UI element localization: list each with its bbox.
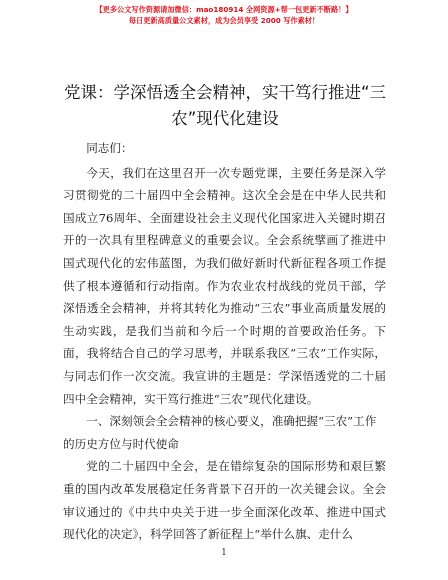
banner-line-1: 【更多公文写作资源请加微信：mao180914 全网资源+帮一包更新不断路！】: [95, 5, 353, 14]
body-paragraph: 今天，我们在这里召开一次专题党课，主要任务是深入学习贯彻党的二十届四中全会精神。这次全会是在中华人民共和国成立76周年、全面建设社会主义现代化国家进入关键时期召开的一次具有里程碑意义的重要会议。全会系统擘画了推进中国式现代化的宏伟蓝图，为我们做好新时代新征程各项工作提供了根本遵循和行动指南。作为农业农村战线的党员干部，学深悟透全会精神，并将其转化为推动“三农”事业高质量发展的生动实践，是我们当前和今后一个时期的首要政治任务。下面，我将结合自己的学习思考，并联系我区“三农”工作实际，与同志们作一次交流。我宣讲的主题是：学深悟透党的二十届四中全会精神，实干笃行推进“三农”现代化建设。: [63, 165, 386, 406]
body-paragraph: 党的二十届四中全会，是在错综复杂的国际形势和艰巨繁重的国内改革发展稳定任务背景下召开的一次关键会议。全会审议通过的《中共中央关于进一步全面深化改革、推进中国式现代化的决定》，科学回答了新征程上“举什么旗、走什么: [63, 459, 386, 542]
document-body: [63, 137, 386, 546]
section-heading: 一、深刻领会全会精神的核心要义，准确把握“三农”工作的历史方位与时代使命: [63, 414, 377, 451]
document-title: 党课：学深悟透全会精神，实干笃行推进“三农”现代化建设: [63, 83, 387, 128]
salutation: 同志们：: [86, 141, 133, 155]
header-banner: [0, 4, 448, 26]
banner-line-2: 每日更新高质量公文素材，成为会员享受 2000 写作素材！: [128, 16, 320, 25]
page-number: 1: [221, 548, 227, 558]
